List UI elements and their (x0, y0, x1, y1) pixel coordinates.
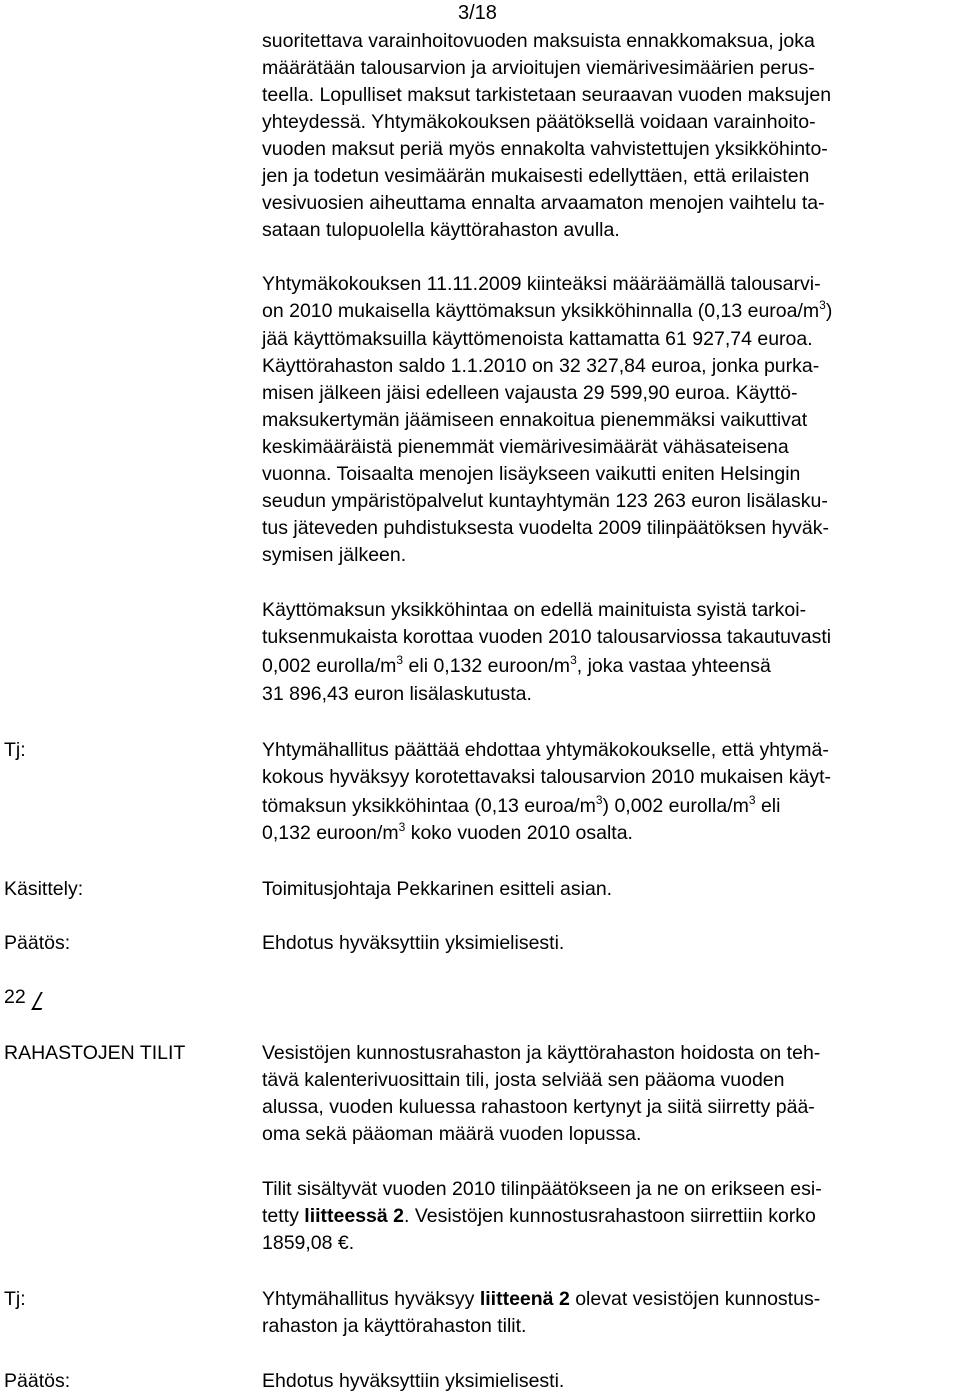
text-line: symisen jälkeen. (262, 544, 407, 566)
text-line: seudun ympäristöpalvelut kuntayhtymän 123 263 euron lisälasku- (262, 490, 828, 512)
text-fragment: ) (825, 300, 833, 322)
text-line (262, 820, 633, 848)
text-line: jen ja todetun vesimäärän mukaisesti edellyttäen, että erilaisten (262, 165, 810, 187)
superscript: 3 (396, 653, 404, 667)
superscript: 3 (398, 820, 406, 834)
text-fragment: koko vuoden 2010 osalta. (405, 822, 633, 844)
text-line: Tilit sisältyvät vuoden 2010 tilinpäätökseen ja ne on erikseen esi- (262, 1178, 822, 1200)
text-line: vesivuosien aiheuttama ennalta arvaamaton menojen vaihtelu ta- (262, 192, 825, 214)
text-line (262, 1230, 354, 1256)
text-line: rahaston ja käyttörahaston tilit. (262, 1315, 527, 1337)
handling-label: Käsittely: (4, 878, 84, 900)
text-fragment: . Vesistöjen kunnostusrahastoon siirrettiin korko (404, 1205, 816, 1227)
text-line: Käyttömaksun yksikköhintaa on edellä mainituista syistä tarkoi- (262, 599, 807, 621)
text-fragment: tetty (262, 1205, 305, 1227)
text-line: määrätään talousarvion ja arvioitujen viemärivesimäärien perus- (262, 57, 815, 79)
attachment-reference: liitteessä 2 (304, 1205, 405, 1227)
superscript: 3 (570, 653, 577, 667)
text-line (262, 1203, 816, 1229)
text-fragment: eli 0,132 euroon/m (403, 655, 571, 677)
text-fragment: 0,002 eurolla/m (262, 655, 397, 677)
text-line: kokous hyväksyy korotettavaksi talousarvion 2010 mukaisen käyt- (262, 766, 832, 788)
text-line: 31 896,43 euron lisälaskutusta. (262, 683, 532, 705)
text-line: Käyttörahaston saldo 1.1.2010 on 32 327,84 euroa, jonka purka- (262, 355, 820, 377)
decision-label: Päätös: (4, 1370, 71, 1392)
euro-sign: €. (337, 1232, 355, 1254)
text-line: suoritettava varainhoitovuoden maksuista ennakkomaksua, joka (262, 30, 815, 52)
decision-text: Ehdotus hyväksyttiin yksimielisesti. (262, 1370, 565, 1392)
text-fragment: tömaksun yksikköhintaa (0,13 euroa/m (262, 795, 596, 817)
text-line: maksukertymän jäämiseen ennakoitua pienemmäksi vaikuttivat (262, 409, 808, 431)
text-fragment: Yhtymähallitus hyväksyy (262, 1288, 480, 1310)
attachment-reference: liitteenä 2 (479, 1288, 570, 1310)
text-line (262, 298, 832, 326)
text-line: keskimääräistä pienemmät viemärivesimäärät vähäsateisena (262, 436, 789, 458)
decision-label: Päätös: (4, 932, 71, 954)
superscript: 3 (819, 298, 826, 312)
section-number: 22 (4, 986, 26, 1008)
handling-text: Toimitusjohtaja Pekkarinen esitteli asian. (262, 878, 613, 900)
decision-text: Ehdotus hyväksyttiin yksimielisesti. (262, 932, 565, 954)
text-line: misen jälkeen jäisi edelleen vajausta 29 599,90 euroa. Käyttö- (262, 382, 798, 404)
text-line: tuksenmukaista korottaa vuoden 2010 talousarviossa takautuvasti (262, 626, 832, 648)
text-fragment: ) 0,002 eurolla/m (602, 795, 749, 817)
section-title: RAHASTOJEN TILIT (4, 1042, 186, 1064)
text-line: tus jäteveden puhdistuksesta vuodelta 2009 tilinpäätöksen hyväk- (262, 517, 829, 539)
text-fragment: on 2010 mukaisella käyttömaksun yksikköhinnalla (0,13 euroa/m (262, 300, 820, 322)
text-line (262, 1286, 820, 1312)
text-fragment: olevat vesistöjen kunnostus- (569, 1288, 821, 1310)
text-line: Yhtymäkokouksen 11.11.2009 kiinteäksi määräämällä talousarvi- (262, 273, 821, 295)
text-line (262, 653, 771, 681)
superscript: 3 (748, 793, 756, 807)
superscript: 3 (595, 793, 603, 807)
text-line (262, 793, 780, 821)
text-line: Vesistöjen kunnostusrahaston ja käyttörahaston hoidosta on teh- (262, 1042, 821, 1064)
text-fragment: 1859,08 (262, 1232, 338, 1254)
text-fragment: eli (755, 795, 781, 817)
section-mark-icon (31, 992, 51, 1010)
text-line: yhteydessä. Yhtymäkokouksen päätöksellä voidaan varainhoito- (262, 111, 816, 133)
text-line: vuoden maksut periä myös ennakolta vahvistettujen yksikköhinto- (262, 138, 828, 160)
text-fragment: , joka vastaa yhteensä (576, 655, 771, 677)
tj-label: Tj: (4, 1288, 26, 1310)
text-line: vuonna. Toisaalta menojen lisäykseen vaikutti eniten Helsingin (262, 463, 801, 485)
page-number: 3/18 (458, 2, 497, 24)
text-line: tävä kalenterivuosittain tili, josta selviää sen pääoma vuoden (262, 1069, 785, 1091)
text-line: jää käyttömaksuilla käyttömenoista kattamatta 61 927,74 euroa. (262, 328, 813, 350)
text-line: Yhtymähallitus päättää ehdottaa yhtymäkokoukselle, että yhtymä- (262, 739, 829, 761)
text-fragment: 0,132 euroon/m (262, 822, 399, 844)
text-line: teella. Lopulliset maksut tarkistetaan seuraavan vuoden maksujen (262, 84, 832, 106)
tj-label: Tj: (4, 739, 26, 761)
text-line: alussa, vuoden kuluessa rahastoon kertynyt ja siitä siirretty pää- (262, 1096, 815, 1118)
text-line: oma sekä pääoman määrä vuoden lopussa. (262, 1123, 642, 1145)
text-line: sataan tulopuolella käyttörahaston avulla. (262, 219, 620, 241)
